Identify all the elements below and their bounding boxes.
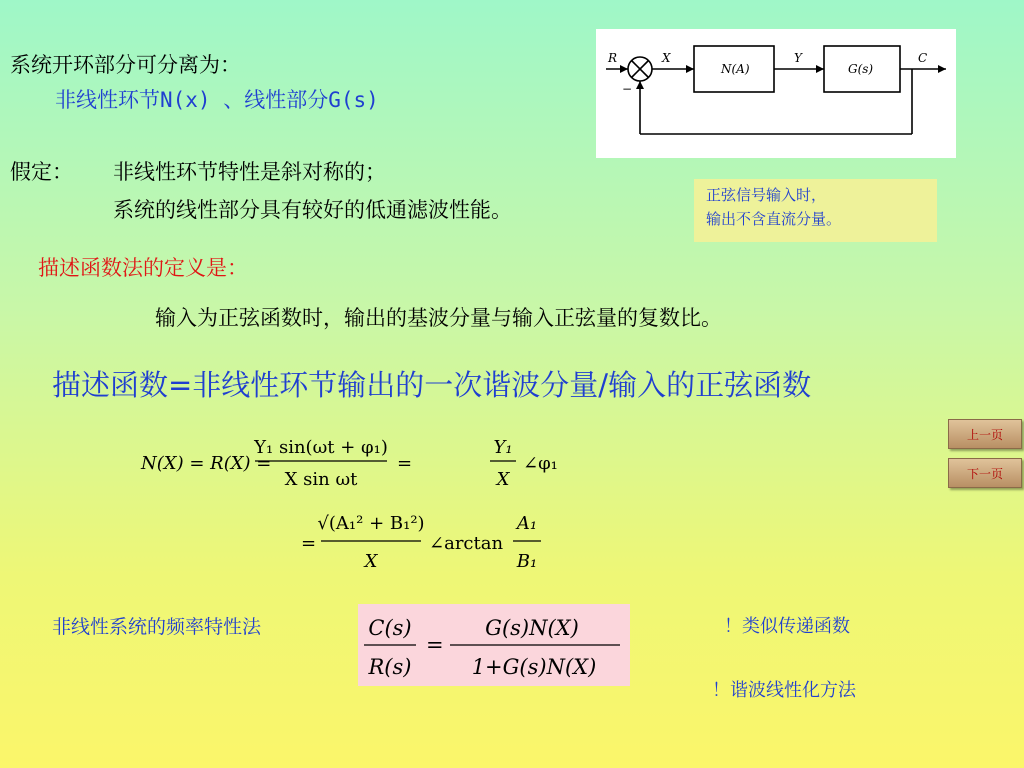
note-line1: 正弦信号输入时， bbox=[706, 186, 827, 204]
label-gs: G(s) bbox=[848, 62, 874, 76]
frequency-method-label: 非线性系统的频率特性法 bbox=[52, 616, 262, 638]
formula-frac4-num: A₁ bbox=[516, 513, 538, 534]
closed-loop-rhs-den: 1+G(s)N(X) bbox=[471, 655, 597, 679]
formula-angle2: ∠arctan bbox=[429, 533, 504, 554]
label-y: Y bbox=[794, 51, 802, 65]
closed-loop-formula bbox=[358, 604, 630, 686]
label-minus: − bbox=[622, 82, 633, 96]
closed-loop-rhs-num: G(s)N(X) bbox=[485, 616, 579, 640]
describing-function-formula bbox=[135, 425, 575, 585]
next-page-button[interactable]: 下一页 bbox=[948, 458, 1022, 488]
note-line2: 输出不含直流分量。 bbox=[706, 210, 842, 228]
formula-frac2-den: X bbox=[496, 469, 510, 490]
formula-frac3-num: √(A₁² + B₁²) bbox=[317, 513, 425, 534]
label-na: N(A) bbox=[721, 62, 750, 76]
intro-subline: 非线性环节N(x) 、线性部分G(s) bbox=[55, 88, 379, 112]
formula-eq2: = bbox=[301, 533, 317, 554]
remark-transfer-function: ！类似传递函数 bbox=[724, 616, 850, 637]
label-x: X bbox=[662, 51, 671, 65]
closed-loop-eq: = bbox=[426, 633, 444, 657]
definition-title: 描述函数法的定义是： bbox=[38, 256, 248, 280]
formula-frac4-den: B₁ bbox=[516, 551, 538, 572]
formula-frac1-num: Y₁ sin(ωt + φ₁) bbox=[254, 437, 388, 458]
assumption-label: 假定： bbox=[10, 160, 73, 184]
formula-frac3-den: X bbox=[364, 551, 378, 572]
formula-angle1: ∠φ₁ bbox=[523, 453, 558, 474]
label-r: R bbox=[608, 51, 618, 65]
definition-body: 输入为正弦函数时，输出的基波分量与输入正弦量的复数比。 bbox=[155, 306, 722, 330]
note-box bbox=[694, 179, 937, 242]
closed-loop-num: C(s) bbox=[368, 616, 412, 640]
label-c: C bbox=[918, 51, 928, 65]
intro-line: 系统开环部分可分离为： bbox=[10, 53, 241, 77]
closed-loop-den: R(s) bbox=[368, 655, 412, 679]
formula-frac2-num: Y₁ bbox=[493, 437, 513, 458]
block-diagram bbox=[596, 29, 956, 158]
remark-harmonic-linearization: ！谐波线性化方法 bbox=[712, 680, 856, 701]
definition-equation-text: 描述函数=非线性环节输出的一次谐波分量/输入的正弦函数 bbox=[52, 368, 812, 402]
assumption-line2: 系统的线性部分具有较好的低通滤波性能。 bbox=[113, 198, 512, 222]
prev-page-button[interactable]: 上一页 bbox=[948, 419, 1022, 449]
formula-frac1-den: X sin ωt bbox=[284, 469, 358, 490]
formula-lhs: N(X) = R(X) = bbox=[141, 453, 272, 474]
formula-eq1: = bbox=[397, 453, 413, 474]
assumption-line1: 非线性环节特性是斜对称的； bbox=[113, 160, 386, 184]
block-diagram-svg bbox=[596, 29, 956, 158]
